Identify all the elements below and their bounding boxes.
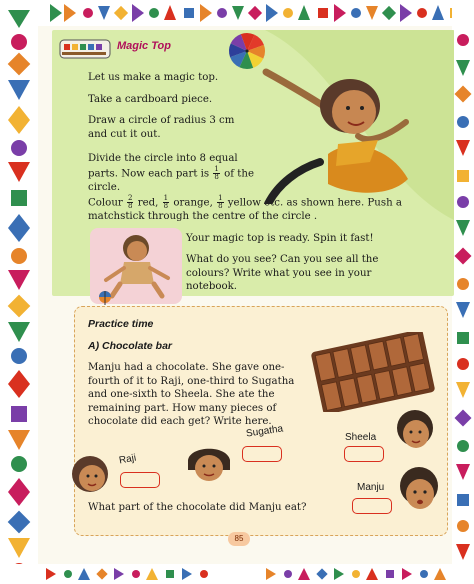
fraction-numerator: 1 bbox=[214, 164, 219, 173]
decorative-right-border bbox=[452, 0, 474, 584]
fraction-one-eighth bbox=[213, 166, 219, 181]
observation-line-2: colours? Write what you see in your bbox=[186, 267, 372, 279]
sheela-label: Sheela bbox=[345, 432, 377, 443]
problem-line-4: remaining part. How many pieces of bbox=[88, 402, 277, 414]
fraction-one-eighth bbox=[217, 195, 223, 210]
paint-box-icon bbox=[58, 36, 114, 62]
observation-line-1: What do you see? Can you see all the bbox=[186, 254, 379, 265]
decorative-left-border bbox=[0, 0, 38, 584]
fraction-denominator: 8 bbox=[218, 202, 223, 210]
manju-question: What part of the chocolate did Manju eat? bbox=[88, 502, 307, 513]
decorative-top-border bbox=[0, 0, 474, 26]
instruction-4-tail: of the bbox=[224, 168, 254, 179]
instruction-4-line-2 bbox=[88, 166, 254, 181]
section-title: Magic Top bbox=[117, 40, 171, 52]
problem-line-3: and one-sixth to Sheela. She ate the bbox=[88, 389, 275, 400]
instruction-4-line-3: circle. bbox=[88, 181, 121, 193]
fraction-numerator: 2 bbox=[128, 194, 133, 202]
manju-face-illustration bbox=[394, 462, 444, 518]
fraction-denominator: 8 bbox=[163, 202, 169, 210]
orange-text: orange, bbox=[173, 197, 213, 209]
sugatha-face-illustration bbox=[180, 442, 236, 486]
instruction-5-line-2: matchstick through the centre of the circle . bbox=[88, 211, 318, 222]
observation-line-3: notebook. bbox=[186, 281, 238, 292]
instruction-3-line-1: Draw a circle of radius 3 cm bbox=[88, 115, 235, 126]
fraction-numerator: 1 bbox=[218, 194, 223, 202]
manju-label: Manju bbox=[357, 482, 385, 493]
page-number: 85 bbox=[228, 532, 250, 546]
chocolate-problem bbox=[88, 361, 294, 429]
sugatha-label: Sugatha bbox=[245, 423, 284, 440]
instruction-3-line-2: and cut it out. bbox=[88, 128, 161, 140]
raji-face-illustration bbox=[66, 450, 114, 498]
instruction-2: Take a cardboard piece. bbox=[88, 94, 213, 105]
instruction-4 bbox=[88, 152, 254, 194]
small-top-icon bbox=[96, 290, 114, 306]
sugatha-answer-box[interactable] bbox=[242, 446, 282, 462]
decorative-bottom-border bbox=[0, 564, 474, 584]
colour-word: Colour bbox=[88, 197, 123, 209]
fraction-two-eighths bbox=[127, 195, 133, 210]
raji-answer-box[interactable] bbox=[120, 472, 160, 488]
sheela-answer-box[interactable] bbox=[344, 446, 384, 462]
red-text: red, bbox=[137, 197, 159, 209]
instruction-4-line-1: Divide the circle into 8 equal bbox=[88, 153, 238, 164]
problem-line-1: Manju had a chocolate. She gave one- bbox=[88, 362, 285, 373]
instruction-3 bbox=[88, 114, 234, 141]
chocolate-bar-illustration bbox=[308, 332, 438, 412]
fraction-one-eighth bbox=[163, 195, 169, 210]
manju-answer-box[interactable] bbox=[352, 498, 392, 514]
fraction-numerator: 1 bbox=[163, 194, 169, 202]
sheela-face-illustration bbox=[390, 404, 440, 458]
fraction-denominator: 8 bbox=[214, 172, 219, 181]
problem-line-2: fourth of it to Raji, one-third to Sugatha bbox=[88, 375, 295, 387]
fraction-denominator: 8 bbox=[128, 202, 133, 210]
chocolate-bar-heading: A) Chocolate bar bbox=[88, 340, 173, 352]
girl-spinning-top-illustration bbox=[258, 44, 424, 204]
problem-line-5: chocolate did each get? Write here. bbox=[88, 416, 272, 427]
yellow-text: yellow etc. as shown here. Push a bbox=[227, 197, 402, 209]
top-ready-text: Your magic top is ready. Spin it fast! bbox=[186, 233, 374, 244]
instruction-4-text: parts. Now each part is bbox=[88, 168, 210, 179]
practice-title: Practice time bbox=[88, 318, 154, 330]
instruction-1: Let us make a magic top. bbox=[88, 72, 219, 83]
observation-question bbox=[186, 253, 378, 294]
raji-label: Raji bbox=[118, 452, 138, 467]
